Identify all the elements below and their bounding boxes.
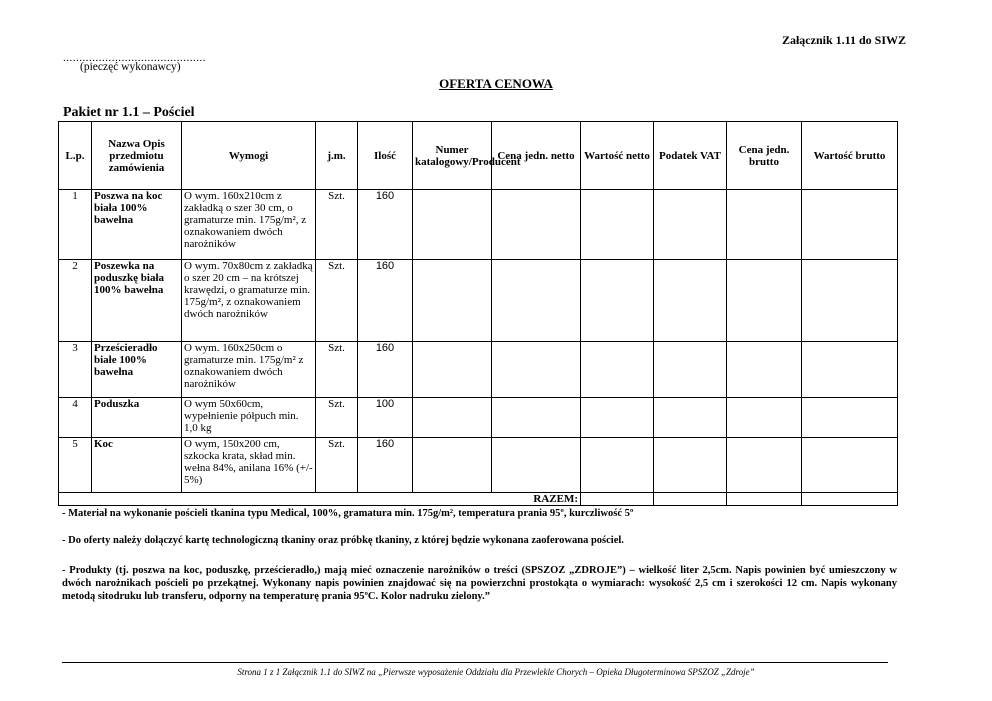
row-lp: 1 — [59, 190, 92, 260]
row-unit: Szt. — [316, 342, 358, 398]
row-name: Koc — [92, 438, 182, 493]
note-marking: - Produkty (tj. poszwa na koc, poduszkę, prześcieradło,) mają mieć oznaczenie narożników o treści (SPSZOZ „ZDROJE”) – wielkość liter 2,5cm. Napis powinien być umieszczony w dwóch narożnikach pościeli po przekątnej. Wykonany napis powinien znajdować się na powierzchni prostokąta o wymiarach: wysokość 2,5 cm i szerokości 12 cm. Napis wykonany metodą sitodruku lub transferu, odporny na temperaturę prania 95ºC. Kolor nadruku zielony.” — [62, 565, 897, 602]
row-unit-price-gross-cell[interactable] — [727, 398, 802, 438]
stamp-label: (pieczęć wykonawcy) — [80, 61, 181, 73]
note-material: - Materiał na wykonanie pościeli tkanina typu Medical, 100%, gramatura min. 175g/m², temperatura prania 95º, kurczliwość 5º — [62, 508, 634, 519]
row-quantity: 160 — [358, 260, 413, 342]
row-quantity: 160 — [358, 190, 413, 260]
offer-table — [58, 121, 898, 506]
total-vat-cell[interactable] — [654, 493, 727, 506]
column-header-vat: Podatek VAT — [654, 122, 727, 190]
row-name: Poszewka na poduszkę biała 100% bawełna — [92, 260, 182, 342]
row-catalog-number-cell[interactable] — [413, 438, 492, 493]
footer-divider — [62, 662, 888, 663]
total-value-gross-cell[interactable] — [802, 493, 898, 506]
row-catalog-number-cell[interactable] — [413, 260, 492, 342]
row-lp: 5 — [59, 438, 92, 493]
row-value-net-cell[interactable] — [581, 190, 654, 260]
stamp-dots: ............................................ — [63, 52, 206, 64]
column-header-name: Nazwa Opis przedmiotu zamówienia — [92, 122, 182, 190]
note-sample: - Do oferty należy dołączyć kartę technologiczną tkaniny oraz próbkę tkaniny, z której będzie wykonana zaoferowana pościel. — [62, 535, 624, 546]
column-header-unit-price-gross: Cena jedn. brutto — [727, 122, 802, 190]
column-header-unit: j.m. — [316, 122, 358, 190]
row-quantity: 160 — [358, 342, 413, 398]
total-row — [59, 493, 898, 506]
row-quantity: 100 — [358, 398, 413, 438]
attachment-label: Załącznik 1.11 do SIWZ — [781, 33, 906, 47]
row-unit-price-gross-cell[interactable] — [727, 190, 802, 260]
row-value-gross-cell[interactable] — [802, 438, 898, 493]
row-unit-price-gross-cell[interactable] — [727, 438, 802, 493]
column-header-lp: L.p. — [59, 122, 92, 190]
page-footer: Strona 1 z 1 Załącznik 1.1 do SIWZ na „Pierwsze wyposażenie Oddziału dla Przewlekle Chorych – Opieka Długoterminowa SPSZOZ „Zdroje” — [237, 667, 755, 677]
row-unit: Szt. — [316, 190, 358, 260]
column-header-quantity: Ilość — [358, 122, 413, 190]
row-name: Poduszka — [92, 398, 182, 438]
package-title: Pakiet nr 1.1 – Pościel — [63, 105, 195, 120]
row-vat-cell[interactable] — [654, 260, 727, 342]
row-vat-cell[interactable] — [654, 342, 727, 398]
row-unit-price-gross-cell[interactable] — [727, 342, 802, 398]
row-value-gross-cell[interactable] — [802, 190, 898, 260]
row-requirements: O wym. 160x250cm o gramaturze min. 175g/m² z oznakowaniem dwóch narożników — [182, 342, 316, 398]
row-name: Poszwa na koc biała 100% bawełna — [92, 190, 182, 260]
row-unit: Szt. — [316, 438, 358, 493]
row-value-net-cell[interactable] — [581, 398, 654, 438]
row-lp: 2 — [59, 260, 92, 342]
row-vat-cell[interactable] — [654, 190, 727, 260]
row-requirements: O wym. 160x210cm z zakładką o szer 30 cm, o gramaturze min. 175g/m², z oznakowaniem dwóch narożników — [182, 190, 316, 260]
total-value-net-cell[interactable] — [581, 493, 654, 506]
row-catalog-number-cell[interactable] — [413, 342, 492, 398]
row-catalog-number-cell[interactable] — [413, 398, 492, 438]
column-header-requirements: Wymogi — [182, 122, 316, 190]
row-lp: 3 — [59, 342, 92, 398]
row-value-net-cell[interactable] — [581, 260, 654, 342]
row-unit-price-net-cell[interactable] — [492, 438, 581, 493]
table-row — [59, 190, 898, 260]
row-lp: 4 — [59, 398, 92, 438]
row-name: Prześcieradło białe 100% bawełna — [92, 342, 182, 398]
row-unit-price-net-cell[interactable] — [492, 398, 581, 438]
row-vat-cell[interactable] — [654, 438, 727, 493]
table-row — [59, 342, 898, 398]
row-requirements: O wym, 150x200 cm, szkocka krata, skład min. wełna 84%, anilana 16% (+/- 5%) — [182, 438, 316, 493]
row-catalog-number-cell[interactable] — [413, 190, 492, 260]
row-unit-price-net-cell[interactable] — [492, 260, 581, 342]
row-value-gross-cell[interactable] — [802, 342, 898, 398]
row-value-gross-cell[interactable] — [802, 398, 898, 438]
total-label: RAZEM: — [59, 493, 581, 506]
table-row — [59, 398, 898, 438]
row-unit: Szt. — [316, 398, 358, 438]
row-requirements: O wym. 70x80cm z zakładką o szer 20 cm – na krótszej krawędzi, o gramaturze min. 175g/m², z oznakowaniem dwóch narożników — [182, 260, 316, 342]
row-vat-cell[interactable] — [654, 398, 727, 438]
row-value-net-cell[interactable] — [581, 438, 654, 493]
row-quantity: 160 — [358, 438, 413, 493]
column-header-value-net: Wartość netto — [581, 122, 654, 190]
row-requirements: O wym 50x60cm, wypełnienie półpuch min. 1,0 kg — [182, 398, 316, 438]
row-value-gross-cell[interactable] — [802, 260, 898, 342]
table-row — [59, 260, 898, 342]
column-header-unit-price-net: Cena jedn. netto — [492, 122, 581, 190]
total-unit-price-gross-cell[interactable] — [727, 493, 802, 506]
row-unit: Szt. — [316, 260, 358, 342]
table-header-row — [59, 122, 898, 190]
table-row — [59, 438, 898, 493]
column-header-catalog-number: Numer katalogowy/Producent — [413, 122, 492, 190]
row-unit-price-net-cell[interactable] — [492, 190, 581, 260]
row-value-net-cell[interactable] — [581, 342, 654, 398]
row-unit-price-gross-cell[interactable] — [727, 260, 802, 342]
row-unit-price-net-cell[interactable] — [492, 342, 581, 398]
document-title: OFERTA CENOWA — [439, 76, 553, 91]
column-header-value-gross: Wartość brutto — [802, 122, 898, 190]
